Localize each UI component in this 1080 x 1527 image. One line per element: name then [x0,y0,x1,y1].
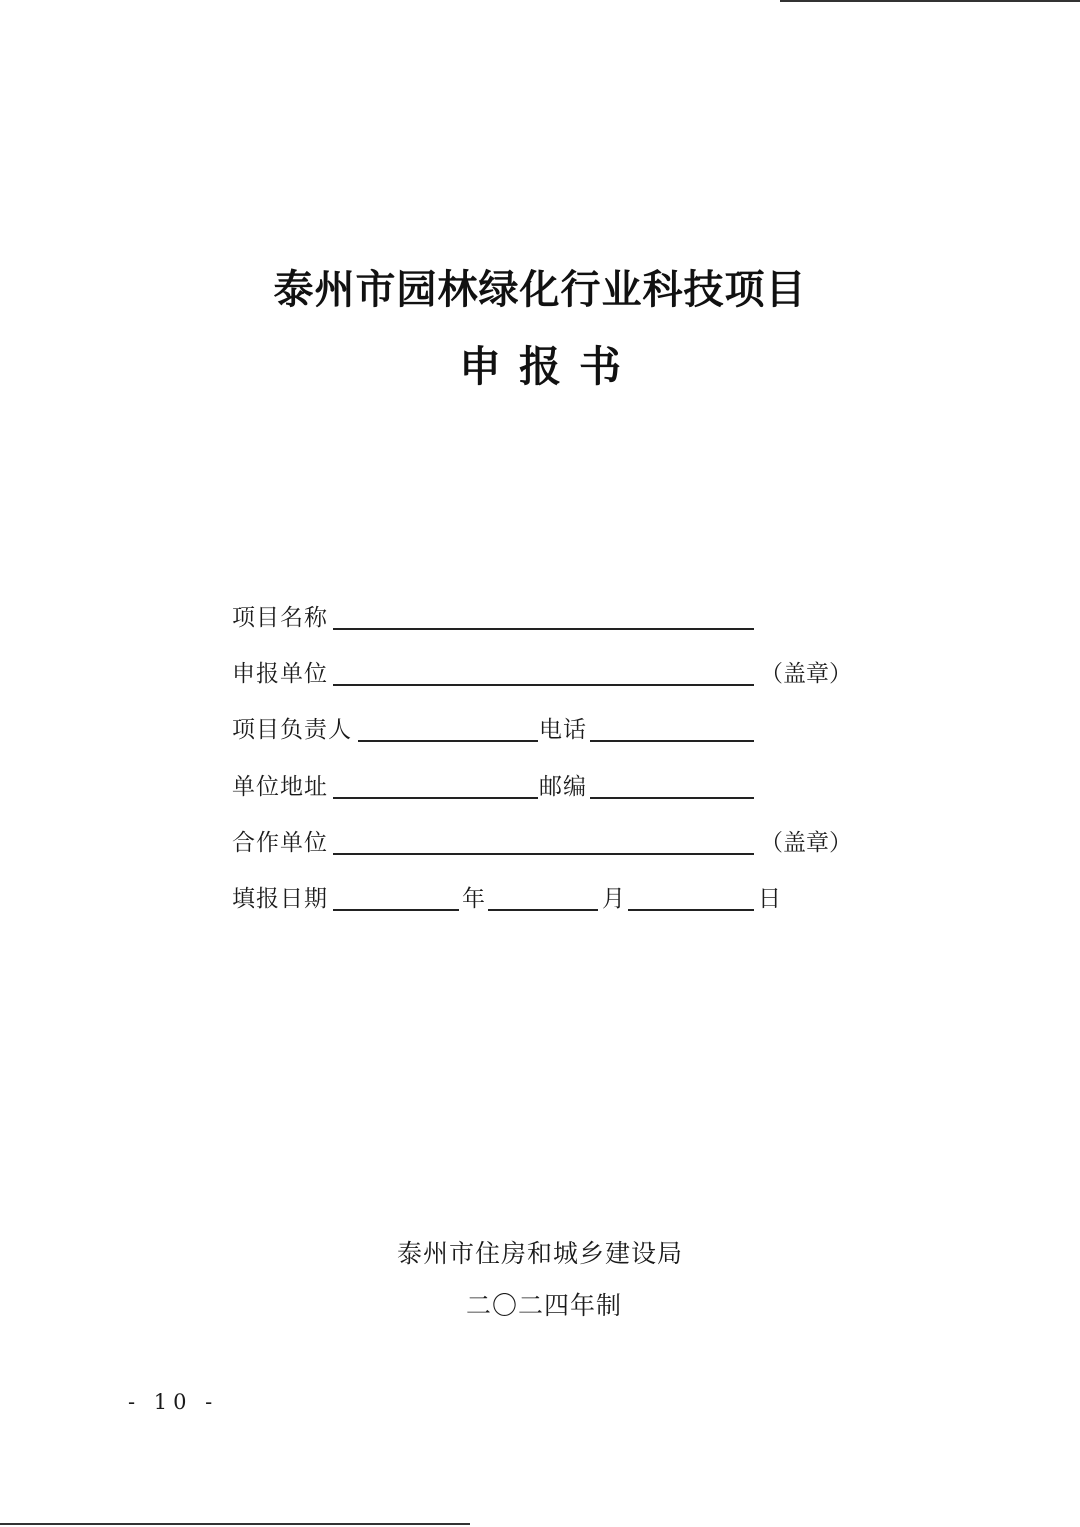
project-name-label: 项目名称 [232,605,328,631]
document-subtitle: 申报书 [458,342,639,391]
month-label: 月 [602,886,626,912]
applicant-unit-seal-note: （盖章） [760,661,852,687]
scan-edge-top [780,0,1080,2]
unit-address-line [333,797,538,799]
applicant-unit-label: 申报单位 [232,661,328,687]
project-leader-line [358,740,538,742]
fill-date-label: 填报日期 [232,886,328,912]
page-number: - 10 - [128,1390,219,1414]
document-title: 泰州市园林绿化行业科技项目 [273,266,807,313]
postcode-label: 邮编 [539,774,587,800]
year-label: 年 [462,886,486,912]
partner-unit-line [333,853,754,855]
partner-unit-label: 合作单位 [232,830,328,856]
issuing-year: 二〇二四年制 [465,1291,622,1320]
partner-unit-seal-note: （盖章） [760,830,852,856]
phone-line [590,740,754,742]
fill-date-month-line [488,909,598,911]
fill-date-year-line [333,909,459,911]
phone-label: 电话 [539,717,587,743]
fill-date-day-line [628,909,754,911]
scan-edge-bottom [0,1523,470,1525]
project-leader-label: 项目负责人 [232,717,352,743]
issuing-organization: 泰州市住房和城乡建设局 [396,1239,683,1268]
postcode-line [590,797,754,799]
day-label: 日 [758,886,782,912]
applicant-unit-line [333,684,754,686]
project-name-line [333,628,754,630]
unit-address-label: 单位地址 [232,774,328,800]
